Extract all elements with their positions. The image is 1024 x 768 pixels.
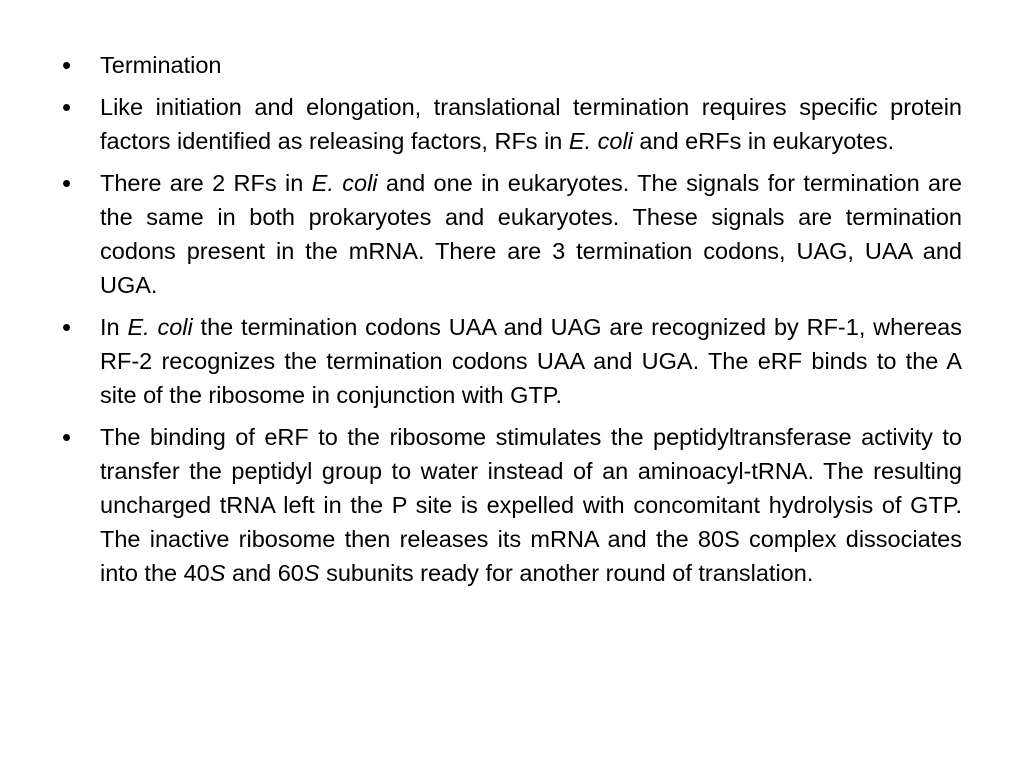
bullet-item (62, 420, 962, 590)
bullet-text (100, 424, 962, 586)
italic-text: E. coli (311, 170, 378, 196)
bullet-item (62, 90, 962, 158)
bullet-text (100, 94, 962, 154)
bullet-dot-icon: • (62, 168, 72, 198)
text-segment: Like initiation and elongation, translational termination requires specific protein factors identified as releasing factors, RFs in (100, 94, 962, 154)
text-segment: There are 2 RFs in (100, 170, 312, 196)
bullet-dot-icon: • (62, 92, 72, 122)
bullet-dot-icon: • (62, 422, 72, 452)
text-segment: Termination (100, 52, 222, 78)
text-segment: The binding of eRF to the ribosome stimulates the peptidyltransferase activity to transfer the peptidyl group to water instead of an aminoacyl-tRNA. The resulting uncharged tRNA left in the P site is expelled with concomitant hydrolysis of GTP. The inactive ribosome then releases its mRNA and the 80S complex dissociates into the 40 (100, 424, 962, 586)
text-segment: subunits ready for another round of translation. (319, 560, 814, 586)
text-segment: In (100, 314, 128, 340)
text-segment: the termination codons UAA and UAG are recognized by RF-1, whereas RF-2 recognizes the termination codons UAA and UGA. The eRF binds to the A site of the ribosome in conjunction with GTP. (100, 314, 962, 408)
bullet-text (100, 170, 962, 298)
bullet-item (62, 310, 962, 412)
text-segment: and 60 (225, 560, 304, 586)
text-segment: and eRFs in eukaryotes. (632, 128, 895, 154)
bullet-dot-icon: • (62, 50, 72, 80)
bullet-text (100, 52, 221, 78)
text-segment: and one in eukaryotes. The signals for termination are the same in both prokaryotes and eukaryotes. These signals are termination codons present in the mRNA. There are 3 termination codons, UAG, UAA and UGA. (100, 170, 963, 298)
bullet-dot-icon: • (62, 312, 72, 342)
bullet-item (62, 166, 962, 302)
bullet-text (100, 314, 962, 408)
italic-text: S (303, 560, 320, 586)
italic-text: E. coli (568, 128, 633, 154)
bullet-item (62, 48, 962, 82)
italic-text: S (209, 560, 226, 586)
italic-text: E. coli (127, 314, 193, 340)
bullet-list (62, 48, 962, 598)
